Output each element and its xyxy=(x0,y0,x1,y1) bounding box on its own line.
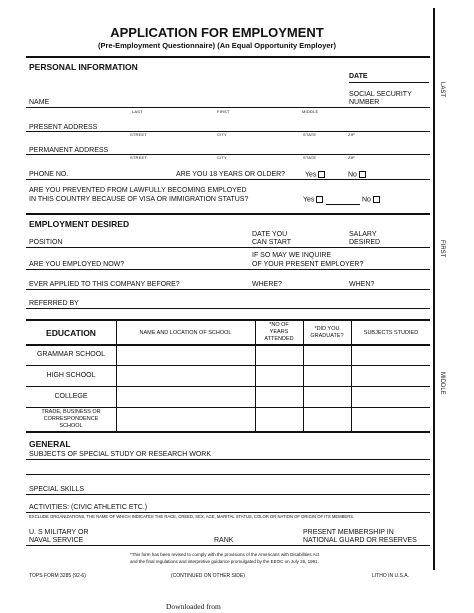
present-address-label: PRESENT ADDRESS xyxy=(29,124,98,131)
military-label-2: NAVAL SERVICE xyxy=(29,537,84,544)
referred-by-label: REFERRED BY xyxy=(29,300,79,307)
permanent-sub-state: STATE xyxy=(303,155,317,160)
edu-row-line-3 xyxy=(26,407,430,408)
edu-header-line xyxy=(26,344,430,346)
phone-label: PHONE NO. xyxy=(29,171,69,178)
special-study-line[interactable] xyxy=(26,459,430,460)
visa-no[interactable] xyxy=(362,196,380,203)
special-study-line-2[interactable] xyxy=(26,474,430,475)
permanent-address-label: PERMANENT ADDRESS xyxy=(29,147,109,154)
activities-line[interactable] xyxy=(26,512,430,513)
form-subtitle: (Pre-Employment Questionnaire) (An Equal Opportunity Employer) xyxy=(98,41,336,50)
frame-top xyxy=(26,56,430,58)
ssn-label: SOCIAL SECURITY xyxy=(349,91,412,98)
edu-col-grad-1: *DID YOU xyxy=(314,326,340,332)
form-number: TOPS FORM 3285 (92-6) xyxy=(29,573,86,579)
visa-yes-checkbox[interactable] xyxy=(316,196,323,203)
inquire-2: OF YOUR PRESENT EMPLOYER? xyxy=(252,261,364,268)
age-no-label: No xyxy=(348,171,357,179)
edu-row-line-1 xyxy=(26,365,430,366)
litho-note: LITHO IN U.S.A. xyxy=(372,573,409,579)
date-line[interactable] xyxy=(349,82,429,83)
present-sub-street: STREET xyxy=(130,132,147,137)
position-line[interactable] xyxy=(26,247,430,248)
permanent-sub-city: CITY xyxy=(217,155,227,160)
special-study-label: SUBJECTS OF SPECIAL STUDY OR RESEARCH WORK xyxy=(29,451,212,458)
side-tab-middle: MIDDLE xyxy=(439,372,445,395)
side-tab-last: LAST xyxy=(439,82,445,98)
name-label: NAME xyxy=(29,99,50,106)
edu-col-school: NAME AND LOCATION OF SCHOOL xyxy=(139,330,232,336)
inquire-1: IF SO MAY WE INQUIRE xyxy=(252,252,332,259)
military-line[interactable] xyxy=(26,545,430,546)
form-title: APPLICATION FOR EMPLOYMENT xyxy=(110,25,324,40)
present-address-line[interactable] xyxy=(26,131,430,132)
present-sub-city: CITY xyxy=(217,132,227,137)
special-skills-line[interactable] xyxy=(26,494,430,495)
visa-yes-label: Yes xyxy=(303,196,315,204)
visa-blank-line[interactable] xyxy=(326,204,360,205)
rank-label: RANK xyxy=(214,537,234,544)
salary-1: SALARY xyxy=(349,231,377,238)
personal-heading: PERSONAL INFORMATION xyxy=(29,62,138,72)
edu-col-subjects: SUBJECTS STUDIED xyxy=(363,330,419,336)
applied-before-line[interactable] xyxy=(26,289,430,290)
edu-row-trade-3: SCHOOL xyxy=(59,423,83,429)
edu-col-divider-2 xyxy=(255,319,256,431)
age-question: ARE YOU 18 YEARS OR OLDER? xyxy=(176,171,286,178)
edu-col-years-2: YEARS xyxy=(269,329,289,335)
exclude-note: EXCLUDE ORGANIZATIONS, THE NAME OF WHICH INDICATES THE RACE, CREED, SEX, AGE, MARITAL STATUS, COLOR OR NATION OF ORIGIN OF ITS MEMBERS. xyxy=(29,514,355,519)
frame-right xyxy=(433,8,435,570)
date-start-2: CAN START xyxy=(252,239,292,246)
side-tab-first: FIRST xyxy=(439,240,445,258)
edu-row-trade-2: CORRESPONDENCE xyxy=(43,416,99,422)
visa-yes[interactable] xyxy=(303,196,323,203)
membership-label-1: PRESENT MEMBERSHIP IN xyxy=(303,529,394,536)
education-heading: EDUCATION xyxy=(46,328,96,338)
permanent-sub-zip: ZIP xyxy=(348,155,355,160)
ssn-label-2: NUMBER xyxy=(349,99,380,106)
edu-row-line-2 xyxy=(26,386,430,387)
downloaded-from: Downloaded from xyxy=(166,602,221,611)
name-sub-middle: MIDDLE xyxy=(302,109,319,114)
date-start-1: DATE YOU xyxy=(252,231,288,238)
section-divider-employment xyxy=(26,213,430,215)
footer-note-2: and the final regulations and interpretive guidance promulgated by the EEOC on July 26, 1991. xyxy=(130,559,319,564)
employed-now-label: ARE YOU EMPLOYED NOW? xyxy=(29,261,125,268)
name-sub-last: LAST xyxy=(132,109,143,114)
present-sub-zip: ZIP xyxy=(348,132,355,137)
edu-row-college: COLLEGE xyxy=(54,393,88,400)
salary-2: DESIRED xyxy=(349,239,381,246)
date-label: DATE xyxy=(349,73,368,80)
position-label: POSITION xyxy=(29,239,63,246)
age-yes-checkbox[interactable] xyxy=(318,171,325,178)
phone-line[interactable] xyxy=(26,179,430,180)
footer-note-1: *This form has been revised to comply with the provisions of the Americans with Disabilities Act xyxy=(130,552,320,557)
visa-no-label: No xyxy=(362,196,371,204)
permanent-address-line[interactable] xyxy=(26,154,430,155)
general-heading: GENERAL xyxy=(29,439,71,449)
where-label: WHERE? xyxy=(252,281,282,288)
membership-label-2: NATIONAL GUARD OR RESERVES xyxy=(303,537,417,544)
applied-before-label: EVER APPLIED TO THIS COMPANY BEFORE? xyxy=(29,281,180,288)
when-label: WHEN? xyxy=(349,281,375,288)
permanent-sub-street: STREET xyxy=(130,155,147,160)
employed-now-line[interactable] xyxy=(26,269,430,270)
activities-label: ACTIVITIES: (CIVIC ATHLETIC ETC.) xyxy=(29,504,148,511)
edu-row-grammar: GRAMMAR SCHOOL xyxy=(36,351,106,358)
visa-question-1: ARE YOU PREVENTED FROM LAWFULLY BECOMING EMPLOYED xyxy=(29,187,247,194)
age-yes[interactable] xyxy=(305,171,325,178)
name-sub-first: FIRST xyxy=(217,109,230,114)
age-no-checkbox[interactable] xyxy=(359,171,366,178)
special-skills-label: SPECIAL SKILLS xyxy=(29,486,84,493)
age-no[interactable] xyxy=(348,171,366,178)
visa-question-2: IN THIS COUNTRY BECAUSE OF VISA OR IMMIGRATION STATUS? xyxy=(29,196,249,203)
education-table-bottom xyxy=(26,431,430,433)
edu-col-grad-2: GRADUATE? xyxy=(310,333,344,339)
edu-col-years-3: ATTENDED xyxy=(264,336,294,342)
edu-row-trade-1: TRADE, BUSINESS OR xyxy=(41,409,101,415)
age-yes-label: Yes xyxy=(305,171,317,179)
present-sub-state: STATE xyxy=(303,132,317,137)
military-label-1: U. S MILITARY OR xyxy=(29,529,89,536)
visa-no-checkbox[interactable] xyxy=(373,196,380,203)
education-table-top xyxy=(26,319,430,321)
edu-col-years-1: *NO OF xyxy=(269,322,289,328)
edu-row-high-school: HIGH SCHOOL xyxy=(46,372,96,379)
name-line[interactable] xyxy=(26,107,430,108)
employment-heading: EMPLOYMENT DESIRED xyxy=(29,219,130,229)
referred-by-line[interactable] xyxy=(26,308,430,309)
continued-note: (CONTINUED ON OTHER SIDE) xyxy=(171,573,245,579)
